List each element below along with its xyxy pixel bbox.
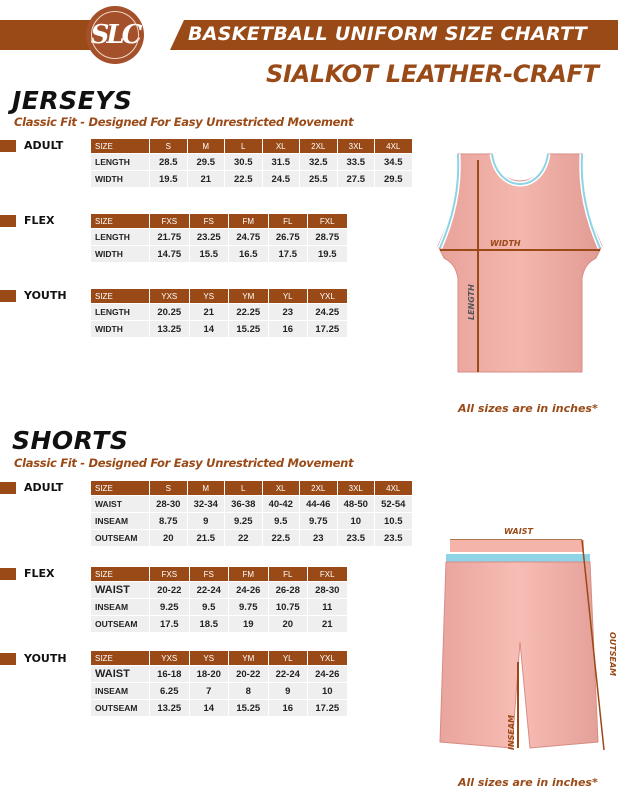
table-cell: 27.5 xyxy=(338,171,375,187)
inseam-measure-label: INSEAM xyxy=(507,714,516,750)
table-row xyxy=(91,683,347,699)
jersey-illustration xyxy=(430,150,610,380)
table-cell: 21 xyxy=(188,171,225,187)
table-header-row xyxy=(91,289,347,303)
table-cell: 33.5 xyxy=(338,154,375,170)
size-column-header: XL xyxy=(263,139,300,153)
table-row xyxy=(91,246,347,262)
size-column-header: FXS xyxy=(150,214,189,228)
jerseys-subtitle: Classic Fit - Designed For Easy Unrestricted Movement xyxy=(14,115,354,129)
table-cell: 24.75 xyxy=(229,229,268,245)
size-column-header: YS xyxy=(190,651,229,665)
size-column-header: S xyxy=(150,139,187,153)
size-column-header: YM xyxy=(229,289,268,303)
table-cell: 10 xyxy=(338,513,375,529)
table-cell: 18.5 xyxy=(190,616,229,632)
table-cell: 40-42 xyxy=(263,496,300,512)
header-bar-left xyxy=(0,20,90,50)
table-cell: 6.25 xyxy=(150,683,189,699)
table-row xyxy=(91,321,347,337)
jersey-youth-label: YOUTH xyxy=(24,289,67,302)
row-label: LENGTH xyxy=(91,304,149,320)
table-cell: 22.5 xyxy=(225,171,262,187)
table-cell: 44-46 xyxy=(300,496,337,512)
row-label: WIDTH xyxy=(91,321,149,337)
shorts-youth-table xyxy=(90,650,348,717)
row-label: INSEAM xyxy=(91,599,149,615)
row-label: OUTSEAM xyxy=(91,616,149,632)
table-header-row xyxy=(91,214,347,228)
table-cell: 9 xyxy=(269,683,308,699)
table-row xyxy=(91,496,412,512)
table-cell: 32.5 xyxy=(300,154,337,170)
size-column-header: 4XL xyxy=(375,481,412,495)
table-cell: 21.5 xyxy=(188,530,225,546)
size-column-header: YXS xyxy=(150,651,189,665)
table-cell: 9.5 xyxy=(190,599,229,615)
table-cell: 9 xyxy=(188,513,225,529)
jersey-flex-label: FLEX xyxy=(24,214,55,227)
size-column-header: FM xyxy=(229,567,268,581)
row-label: OUTSEAM xyxy=(91,530,149,546)
group-marker xyxy=(0,482,16,494)
row-label: LENGTH xyxy=(91,154,149,170)
size-column-header: 2XL xyxy=(300,139,337,153)
size-column-header: FS xyxy=(190,567,229,581)
table-cell: 26-28 xyxy=(269,582,308,598)
chart-title: BASKETBALL UNIFORM SIZE CHARTT xyxy=(188,23,588,45)
table-cell: 21 xyxy=(308,616,347,632)
table-cell: 29.5 xyxy=(375,171,412,187)
size-column-header: L xyxy=(225,139,262,153)
group-marker xyxy=(0,215,16,227)
jersey-youth-table xyxy=(90,288,348,338)
table-cell: 23 xyxy=(269,304,308,320)
size-column-header: 4XL xyxy=(375,139,412,153)
table-row xyxy=(91,171,412,187)
table-cell: 9.75 xyxy=(300,513,337,529)
table-cell: 20-22 xyxy=(150,582,189,598)
table-row xyxy=(91,530,412,546)
table-cell: 17.5 xyxy=(269,246,308,262)
table-cell: 22-24 xyxy=(269,666,308,682)
table-cell: 20-22 xyxy=(229,666,268,682)
row-label: LENGTH xyxy=(91,229,149,245)
size-column-header: FXS xyxy=(150,567,189,581)
table-cell: 13.25 xyxy=(150,321,189,337)
waist-measure-label: WAIST xyxy=(504,527,533,536)
table-cell: 52-54 xyxy=(375,496,412,512)
row-label: INSEAM xyxy=(91,683,149,699)
table-header-row xyxy=(91,651,347,665)
size-column-header: FL xyxy=(269,214,308,228)
table-cell: 14 xyxy=(190,700,229,716)
shorts-units-note: All sizes are in inches* xyxy=(458,776,598,789)
size-column-header: L xyxy=(225,481,262,495)
logo-monogram: SLC xyxy=(90,20,140,50)
table-cell: 25.5 xyxy=(300,171,337,187)
row-label: WIDTH xyxy=(91,171,149,187)
table-cell: 24.5 xyxy=(263,171,300,187)
size-column-header: XL xyxy=(263,481,300,495)
table-cell: 21.75 xyxy=(150,229,189,245)
jersey-flex-table xyxy=(90,213,348,263)
brand-logo xyxy=(86,6,144,64)
table-header-row xyxy=(91,567,347,581)
table-cell: 16 xyxy=(269,700,308,716)
table-cell: 11 xyxy=(308,599,347,615)
table-cell: 31.5 xyxy=(263,154,300,170)
logo-ring xyxy=(91,11,139,59)
table-cell: 28-30 xyxy=(150,496,187,512)
jersey-units-note: All sizes are in inches* xyxy=(458,402,598,415)
shorts-flex-label: FLEX xyxy=(24,567,55,580)
table-cell: 36-38 xyxy=(225,496,262,512)
size-header-cell: SIZE xyxy=(91,651,149,665)
size-column-header: FS xyxy=(190,214,229,228)
table-row xyxy=(91,666,347,682)
table-cell: 17.25 xyxy=(308,321,347,337)
table-cell: 23 xyxy=(300,530,337,546)
jersey-adult-table xyxy=(90,138,413,188)
table-cell: 16-18 xyxy=(150,666,189,682)
size-column-header: FXL xyxy=(308,567,347,581)
size-header-cell: SIZE xyxy=(91,289,149,303)
size-column-header: YXL xyxy=(308,651,347,665)
table-cell: 17.5 xyxy=(150,616,189,632)
table-cell: 13.25 xyxy=(150,700,189,716)
table-cell: 9.25 xyxy=(225,513,262,529)
table-row xyxy=(91,513,412,529)
table-cell: 19 xyxy=(229,616,268,632)
shorts-illustration xyxy=(432,522,618,772)
table-header-row xyxy=(91,481,412,495)
outseam-measure-label: OUTSEAM xyxy=(608,632,617,677)
table-cell: 28-30 xyxy=(308,582,347,598)
group-marker xyxy=(0,568,16,580)
table-cell: 14.75 xyxy=(150,246,189,262)
size-column-header: YXS xyxy=(150,289,189,303)
table-cell: 8 xyxy=(229,683,268,699)
size-column-header: YM xyxy=(229,651,268,665)
row-label: OUTSEAM xyxy=(91,700,149,716)
size-column-header: M xyxy=(188,139,225,153)
size-column-header: FL xyxy=(269,567,308,581)
row-label: INSEAM xyxy=(91,513,149,529)
group-marker xyxy=(0,653,16,665)
table-cell: 14 xyxy=(190,321,229,337)
table-cell: 9.75 xyxy=(229,599,268,615)
table-cell: 15.5 xyxy=(190,246,229,262)
size-column-header: S xyxy=(150,481,187,495)
size-header-cell: SIZE xyxy=(91,481,149,495)
table-cell: 20 xyxy=(269,616,308,632)
table-cell: 21 xyxy=(190,304,229,320)
table-cell: 22 xyxy=(225,530,262,546)
table-cell: 15.25 xyxy=(229,700,268,716)
table-cell: 10.75 xyxy=(269,599,308,615)
width-measure-label: WIDTH xyxy=(490,239,521,248)
table-cell: 24.25 xyxy=(308,304,347,320)
size-header-cell: SIZE xyxy=(91,139,149,153)
size-column-header: FXL xyxy=(308,214,347,228)
row-label: WAIST xyxy=(91,496,149,512)
shorts-flex-table xyxy=(90,566,348,633)
shorts-subtitle: Classic Fit - Designed For Easy Unrestricted Movement xyxy=(14,456,354,470)
table-cell: 23.5 xyxy=(338,530,375,546)
table-cell: 26.75 xyxy=(269,229,308,245)
table-row xyxy=(91,700,347,716)
size-column-header: FM xyxy=(229,214,268,228)
table-cell: 10.5 xyxy=(375,513,412,529)
table-cell: 7 xyxy=(190,683,229,699)
table-cell: 23.5 xyxy=(375,530,412,546)
table-cell: 22-24 xyxy=(190,582,229,598)
table-cell: 29.5 xyxy=(188,154,225,170)
table-cell: 20.25 xyxy=(150,304,189,320)
group-marker xyxy=(0,140,16,152)
table-cell: 34.5 xyxy=(375,154,412,170)
size-column-header: 2XL xyxy=(300,481,337,495)
size-column-header: 3XL xyxy=(338,481,375,495)
table-row xyxy=(91,229,347,245)
size-column-header: YL xyxy=(269,289,308,303)
table-cell: 30.5 xyxy=(225,154,262,170)
jerseys-title: JERSEYS xyxy=(12,86,133,115)
table-cell: 48-50 xyxy=(338,496,375,512)
size-column-header: 3XL xyxy=(338,139,375,153)
size-header-cell: SIZE xyxy=(91,567,149,581)
table-cell: 16 xyxy=(269,321,308,337)
size-column-header: YL xyxy=(269,651,308,665)
row-label: WAIST xyxy=(91,666,149,682)
size-column-header: YS xyxy=(190,289,229,303)
row-label: WIDTH xyxy=(91,246,149,262)
length-measure-label: LENGTH xyxy=(467,284,476,320)
table-cell: 15.25 xyxy=(229,321,268,337)
table-cell: 28.75 xyxy=(308,229,347,245)
size-column-header: M xyxy=(188,481,225,495)
table-cell: 17.25 xyxy=(308,700,347,716)
table-cell: 10 xyxy=(308,683,347,699)
group-marker xyxy=(0,290,16,302)
table-row xyxy=(91,582,347,598)
brand-name: SIALKOT LEATHER-CRAFT xyxy=(266,60,599,88)
table-cell: 23.25 xyxy=(190,229,229,245)
table-row xyxy=(91,616,347,632)
table-cell: 24-26 xyxy=(308,666,347,682)
table-cell: 18-20 xyxy=(190,666,229,682)
shorts-youth-label: YOUTH xyxy=(24,652,67,665)
table-row xyxy=(91,154,412,170)
table-cell: 22.5 xyxy=(263,530,300,546)
shorts-adult-table xyxy=(90,480,413,547)
table-cell: 8.75 xyxy=(150,513,187,529)
row-label: WAIST xyxy=(91,582,149,598)
table-row xyxy=(91,599,347,615)
size-column-header: YXL xyxy=(308,289,347,303)
table-cell: 28.5 xyxy=(150,154,187,170)
jersey-adult-label: ADULT xyxy=(24,139,64,152)
table-cell: 9.25 xyxy=(150,599,189,615)
table-cell: 9.5 xyxy=(263,513,300,529)
table-cell: 19.5 xyxy=(150,171,187,187)
table-cell: 24-26 xyxy=(229,582,268,598)
table-row xyxy=(91,304,347,320)
table-cell: 20 xyxy=(150,530,187,546)
table-header-row xyxy=(91,139,412,153)
size-header-cell: SIZE xyxy=(91,214,149,228)
table-cell: 19.5 xyxy=(308,246,347,262)
table-cell: 16.5 xyxy=(229,246,268,262)
table-cell: 32-34 xyxy=(188,496,225,512)
shorts-adult-label: ADULT xyxy=(24,481,64,494)
table-cell: 22.25 xyxy=(229,304,268,320)
shorts-title: SHORTS xyxy=(12,426,129,455)
